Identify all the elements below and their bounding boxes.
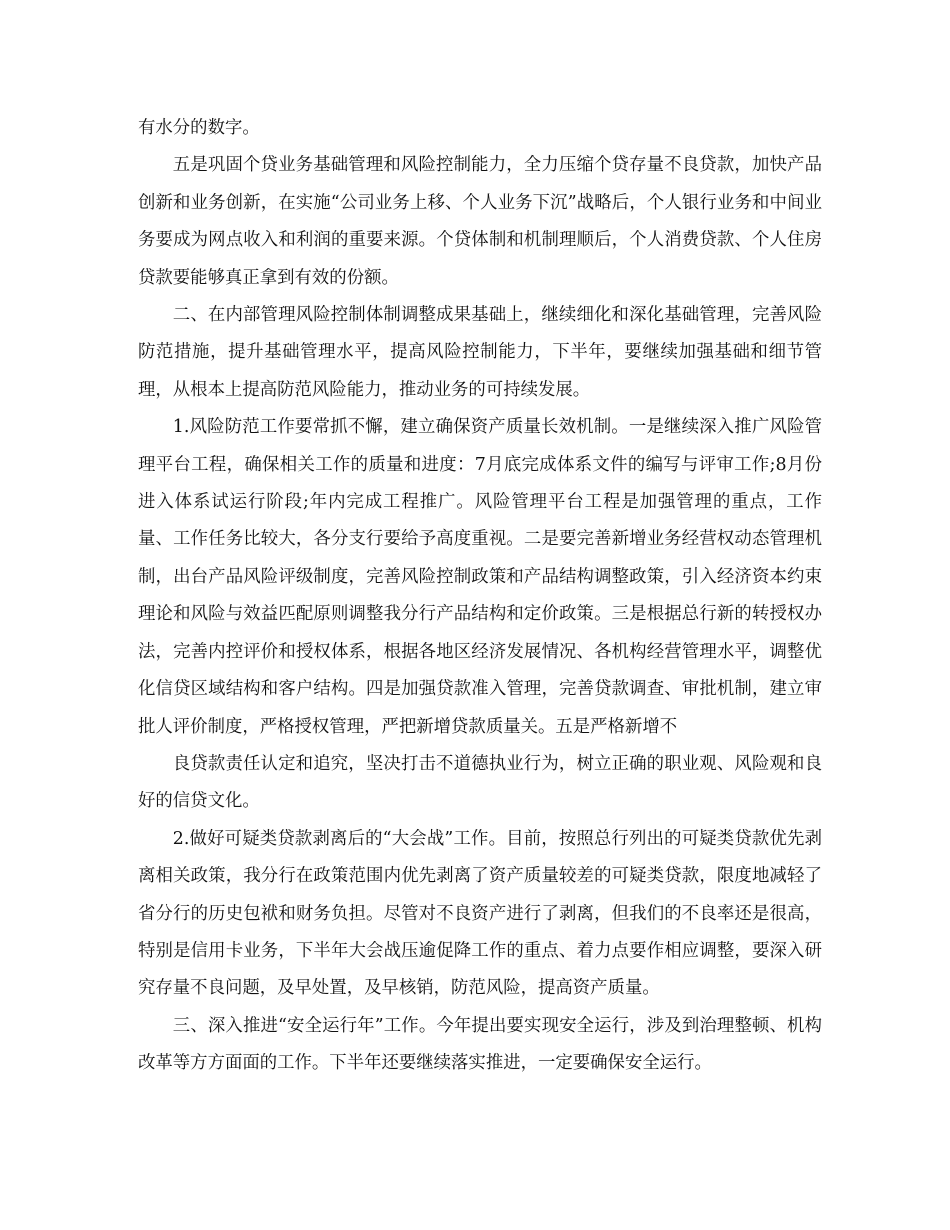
paragraph-personal-loans: 五是巩固个贷业务基础管理和风险控制能力，全力压缩个贷存量不良贷款，加快产品创新和业务创新，在实施“公司业务上移、个人业务下沉”战略后，个人银行业务和中间业务要成为网点收入和利润的重要来源。个贷体制和机制理顺后，个人消费贷款、个人住房贷款要能够真正拿到有效的份额。 <box>138 155 822 288</box>
paragraph-risk-prevention: 1.风险防范工作要常抓不懈，建立确保资产质量长效机制。一是继续深入推广风险管理平台工程，确保相关工作的质量和进度：7月底完成体系文件的编写与评审工作;8月份进入体系试运行阶段;年内完成工程推广。风险管理平台工程是加强管理的重点，工作量、工作任务比较大，各分支行要给予高度重视。二是要完善新增业务经营权动态管理机制，出台产品风险评级制度，完善风险控制政策和产品结构调整政策，引入经济资本约束理论和风险与效益匹配原则调整我分行产品结构和定价政策。三是根据总行新的转授权办法，完善内控评价和授权体系，根据各地区经济发展情况、各机构经营管理水平，调整优化信贷区域结构和客户结构。四是加强贷款准入管理，完善贷款调查、审批机制，建立审批人评价制度，严格授权管理，严把新增贷款质量关。五是严格新增不 <box>138 417 822 737</box>
document-body <box>138 110 822 1083</box>
paragraph-bad-loan-accountability: 良贷款责任认定和追究，坚决打击不道德执业行为，树立正确的职业观、风险观和良好的信贷文化。 <box>138 753 822 812</box>
paragraph-section-three: 三、深入推进“安全运行年”工作。今年提出要实现安全运行，涉及到治理整顿、机构改革等方方面面的工作。下半年还要继续落实推进，一定要确保安全运行。 <box>138 1015 822 1074</box>
paragraph-section-two: 二、在内部管理风险控制体制调整成果基础上，继续细化和深化基础管理，完善风险防范措施，提升基础管理水平，提高风险控制能力，下半年，要继续加强基础和细节管理，从根本上提高防范风险能力，推动业务的可持续发展。 <box>138 305 822 400</box>
paragraph-continuation: 有水分的数字。 <box>138 118 260 138</box>
paragraph-doubtful-loans: 2.做好可疑类贷款剥离后的“大会战”工作。目前，按照总行列出的可疑类贷款优先剥离相关政策，我分行在政策范围内优先剥离了资产质量较差的可疑类贷款，限度地减轻了省分行的历史包袱和财务负担。尽管对不良资产进行了剥离，但我们的不良率还是很高，特别是信用卡业务，下半年大会战压逾促降工作的重点、着力点要作相应调整，要深入研究存量不良问题，及早处置，及早核销，防范风险，提高资产质量。 <box>138 828 822 999</box>
